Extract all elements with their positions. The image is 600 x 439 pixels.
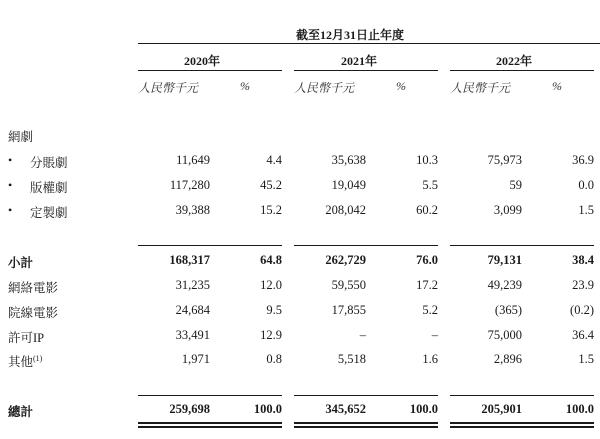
pct-cell: 0.0 [578,178,594,192]
total-double-line-b-2022 [450,426,594,428]
pct-cell: 4.4 [266,153,282,167]
pct-label-2020: % [240,79,250,93]
total-top-line-2020 [138,395,282,396]
amount-cell: 17,855 [331,303,366,317]
subtotal-line-2022 [450,245,594,246]
row-label: 網絡電影 [8,281,59,295]
pct-cell: 45.2 [260,178,282,192]
pct-cell: 10.3 [416,153,438,167]
amount-cell: 19,049 [331,178,366,192]
amount-cell: 24,684 [175,303,210,317]
pct-cell: 100.0 [409,402,438,416]
year-underline-2021 [294,70,438,71]
bullet-icon: • [8,203,13,217]
row-label: 其他$^{(1)}$ [8,353,43,369]
pct-cell: (0.2) [570,303,594,317]
pct-cell: 38.4 [572,253,594,267]
year-underline-2022 [450,70,594,71]
pct-cell: 100.0 [253,402,282,416]
row-label: 總計 [8,405,34,419]
subtotal-line-2020 [138,245,282,246]
amount-cell: 49,239 [487,278,522,292]
footnote-marker: (1) [33,353,43,363]
amount-cell: 35,638 [331,153,366,167]
pct-cell: 9.5 [266,303,282,317]
pct-cell: 15.2 [260,203,282,217]
pct-cell: 5.2 [422,303,438,317]
amount-cell: 75,000 [487,328,522,342]
row-label: 小計 [8,256,34,270]
pct-cell: 100.0 [565,402,594,416]
row-label: 許可IP [8,331,45,345]
amount-cell: 75,973 [487,153,522,167]
total-double-line-b-2020 [138,426,282,428]
amount-cell: 2,896 [493,352,522,366]
year-header-2022: 2022年 [496,54,533,68]
amount-cell: (365) [494,303,522,317]
total-double-line-b-2021 [294,426,438,428]
amount-cell: – [359,328,366,342]
pct-cell: 1.6 [422,352,438,366]
amount-cell: 259,698 [169,402,210,416]
total-top-line-2021 [294,395,438,396]
bullet-icon: • [8,178,13,192]
amount-cell: 11,649 [176,153,210,167]
pct-cell: – [431,328,438,342]
year-header-2020: 2020年 [184,54,221,68]
pct-cell: 12.9 [260,328,282,342]
pct-cell: 60.2 [416,203,438,217]
pct-cell: 23.9 [572,278,594,292]
pct-label-2022: % [552,79,562,93]
pct-cell: 12.0 [260,278,282,292]
amount-cell: 31,235 [175,278,210,292]
amount-cell: 205,901 [481,402,522,416]
total-top-line-2022 [450,395,594,396]
pct-cell: 76.0 [416,253,438,267]
amount-cell: 39,388 [175,203,210,217]
amount-cell: 79,131 [487,253,522,267]
year-header-2021: 2021年 [341,54,378,68]
bullet-icon: • [8,153,13,167]
pct-cell: 36.4 [572,328,594,342]
unit-label-2021: 人民幣千元 [294,81,355,95]
unit-label-2020: 人民幣千元 [138,81,199,95]
amount-cell: 208,042 [325,203,366,217]
row-label: 版權劇 [30,181,68,195]
row-label: 定製劇 [30,206,68,220]
pct-label-2021: % [396,79,406,93]
total-double-line-a-2022 [450,422,594,424]
section-label: 網劇 [8,130,34,144]
amount-cell: 168,317 [169,253,210,267]
pct-cell: 64.8 [260,253,282,267]
total-double-line-a-2020 [138,422,282,424]
amount-cell: 1,971 [181,352,210,366]
amount-cell: 3,099 [493,203,522,217]
row-label: 院線電影 [8,306,59,320]
pct-cell: 1.5 [578,203,594,217]
pct-cell: 5.5 [422,178,438,192]
pct-cell: 1.5 [578,352,594,366]
amount-cell: 59 [509,178,522,192]
pct-cell: 0.8 [266,352,282,366]
pct-cell: 17.2 [416,278,438,292]
amount-cell: 59,550 [331,278,366,292]
amount-cell: 5,518 [337,352,366,366]
amount-cell: 117,280 [169,178,210,192]
year-underline-2020 [138,70,282,71]
total-double-line-a-2021 [294,422,438,424]
row-label: 分賬劇 [30,156,68,170]
amount-cell: 345,652 [325,402,366,416]
amount-cell: 262,729 [325,253,366,267]
period-header: 截至12月31日止年度 [296,28,405,42]
period-underline [138,43,600,44]
subtotal-line-2021 [294,245,438,246]
pct-cell: 36.9 [572,153,594,167]
amount-cell: 33,491 [175,328,210,342]
unit-label-2022: 人民幣千元 [450,81,511,95]
